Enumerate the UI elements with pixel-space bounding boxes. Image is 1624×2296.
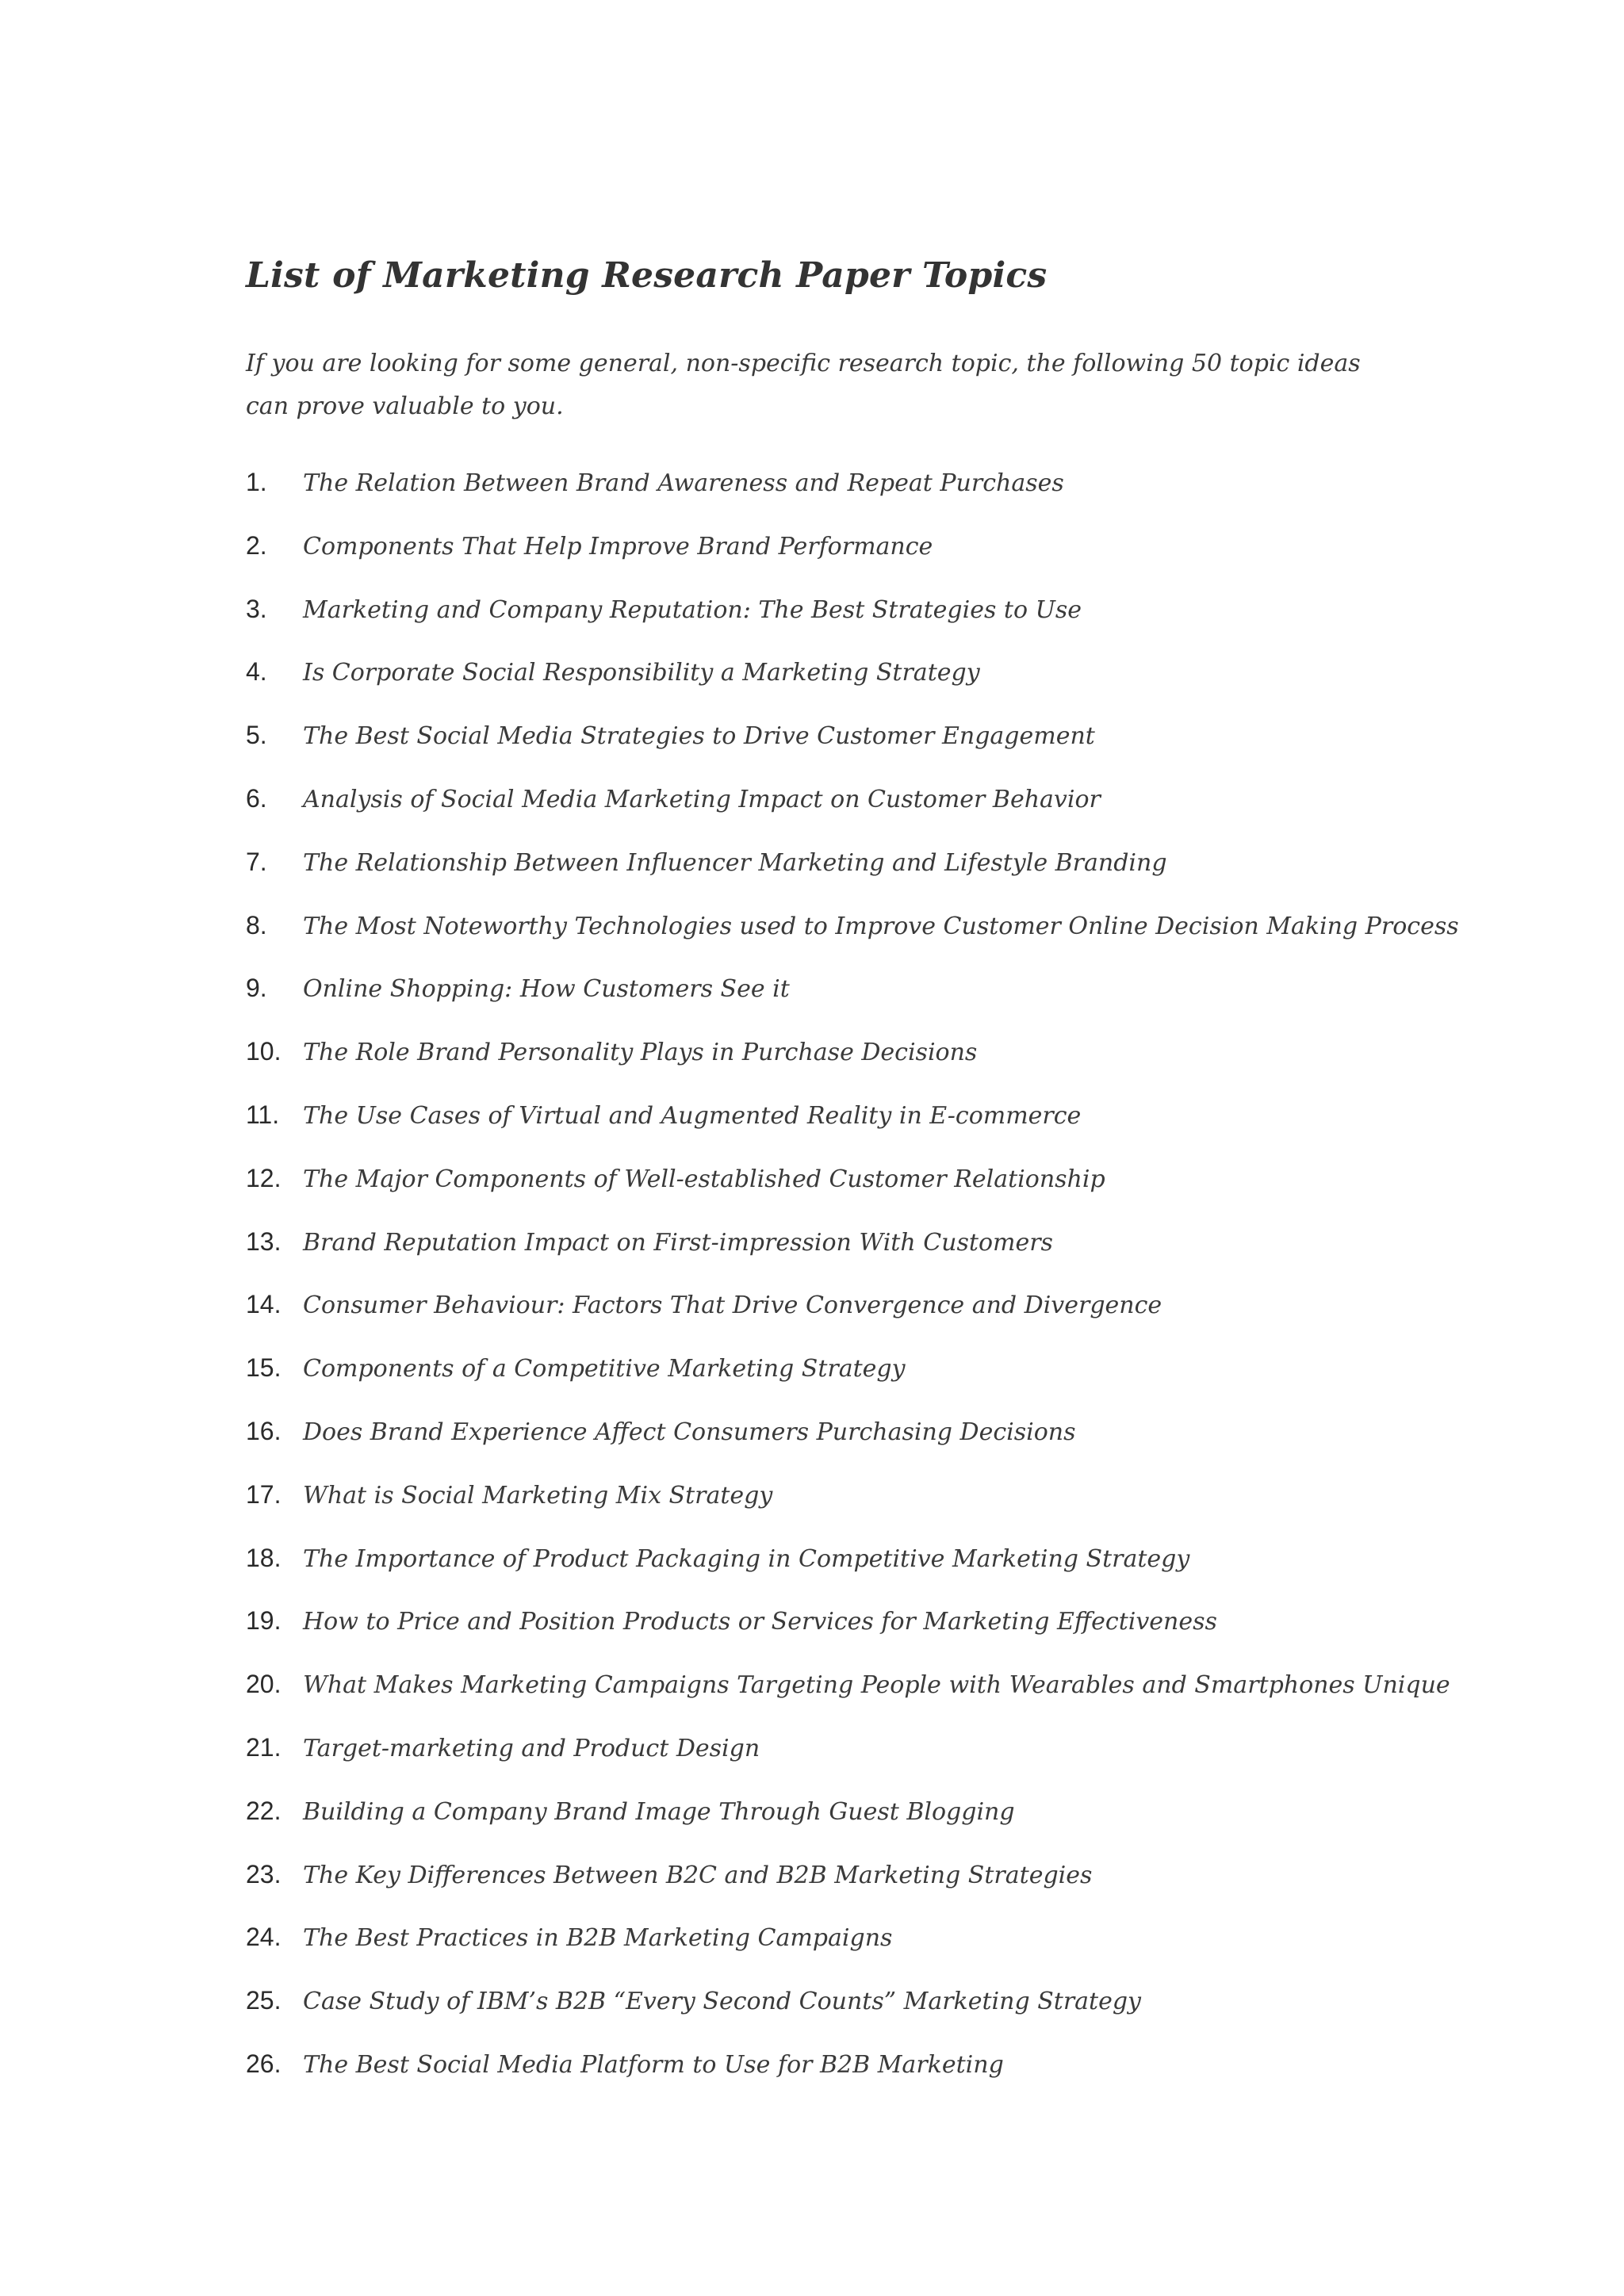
topic-text: What Makes Marketing Campaigns Targeting People with Wearables and Smartphones Unique — [303, 1671, 1450, 1700]
topic-text: Case Study of IBM’s B2B “Every Second Counts” Marketing Strategy — [303, 1988, 1142, 2016]
topic-text: The Most Noteworthy Technologies used to Improve Customer Online Decision Making Process — [303, 912, 1459, 940]
list-item — [246, 468, 1459, 531]
topic-number: 9. — [246, 974, 267, 1003]
topic-number: 17. — [246, 1479, 282, 1509]
list-item — [246, 848, 1459, 911]
list-item — [246, 1797, 1459, 1860]
list-item — [246, 784, 1459, 848]
topic-text: The Importance of Product Packaging in Competitive Marketing Strategy — [303, 1544, 1190, 1573]
topic-number: 8. — [246, 910, 267, 939]
topic-text: How to Price and Position Products or Services for Marketing Effectiveness — [303, 1608, 1217, 1636]
intro-paragraph: If you are looking for some general, non-specific research topic, the following 50 topic ideas can prove valuable to you. — [246, 350, 1361, 420]
list-item — [246, 1290, 1459, 1353]
list-item — [246, 531, 1459, 595]
topic-number: 16. — [246, 1416, 282, 1445]
topic-text: Components of a Competitive Marketing Strategy — [303, 1355, 906, 1383]
topic-number: 26. — [246, 2049, 282, 2078]
topic-text: The Key Differences Between B2C and B2B Marketing Strategies — [303, 1861, 1093, 1889]
list-item — [246, 657, 1459, 721]
topic-text: The Best Social Media Platform to Use for B2B Marketing — [303, 2050, 1004, 2079]
topic-number: 21. — [246, 1732, 282, 1762]
list-item — [246, 1100, 1459, 1164]
topic-number: 25. — [246, 1986, 282, 2015]
topic-text: Online Shopping: How Customers See it — [303, 975, 790, 1004]
topic-text: Analysis of Social Media Marketing Impact on Customer Behavior — [303, 785, 1101, 813]
topic-text: The Best Practices in B2B Marketing Campaigns — [303, 1924, 893, 1953]
list-item — [246, 595, 1459, 658]
topic-list — [246, 468, 1459, 2113]
list-item — [246, 2049, 1459, 2113]
topic-number: 1. — [246, 468, 267, 496]
topic-number: 3. — [246, 594, 267, 623]
topic-text: The Role Brand Personality Plays in Purchase Decisions — [303, 1039, 978, 1067]
list-item — [246, 1227, 1459, 1291]
topic-text: Does Brand Experience Affect Consumers Purchasing Decisions — [303, 1418, 1076, 1446]
topic-number: 6. — [246, 783, 267, 813]
topic-text: The Relation Between Brand Awareness and Repeat Purchases — [303, 469, 1064, 497]
topic-number: 10. — [246, 1037, 282, 1066]
topic-text: Brand Reputation Impact on First-impression With Customers — [303, 1228, 1053, 1257]
topic-number: 24. — [246, 1923, 282, 1952]
list-item — [246, 1417, 1459, 1480]
topic-text: Is Corporate Social Responsibility a Marketing Strategy — [303, 659, 980, 687]
list-item — [246, 1164, 1459, 1227]
topic-text: The Relationship Between Influencer Marketing and Lifestyle Branding — [303, 848, 1167, 877]
page-title: List of Marketing Research Paper Topics — [246, 255, 1048, 296]
list-item — [246, 721, 1459, 784]
topic-number: 7. — [246, 847, 267, 876]
topic-text: The Best Social Media Strategies to Drive Customer Engagement — [303, 722, 1095, 751]
topic-number: 5. — [246, 721, 267, 750]
topic-number: 14. — [246, 1290, 282, 1319]
topic-number: 18. — [246, 1543, 282, 1572]
topic-number: 19. — [246, 1606, 282, 1636]
topic-text: The Use Cases of Virtual and Augmented Reality in E-commerce — [303, 1101, 1082, 1130]
topic-text: Target-marketing and Product Design — [303, 1734, 760, 1762]
list-item — [246, 1670, 1459, 1733]
topic-text: Components That Help Improve Brand Performance — [303, 532, 933, 561]
list-item — [246, 1860, 1459, 1923]
list-item — [246, 1606, 1459, 1670]
list-item — [246, 1353, 1459, 1417]
topic-number: 12. — [246, 1163, 282, 1192]
topic-number: 2. — [246, 530, 267, 560]
topic-number: 20. — [246, 1670, 282, 1699]
list-item — [246, 1544, 1459, 1607]
topic-number: 23. — [246, 1859, 282, 1888]
topic-text: Marketing and Company Reputation: The Best Strategies to Use — [303, 595, 1082, 624]
list-item — [246, 1986, 1459, 2049]
list-item — [246, 1923, 1459, 1986]
topic-text: Building a Company Brand Image Through Guest Blogging — [303, 1797, 1015, 1826]
topic-number: 22. — [246, 1796, 282, 1825]
list-item — [246, 911, 1459, 974]
topic-number: 15. — [246, 1353, 282, 1383]
topic-number: 13. — [246, 1226, 282, 1256]
list-item — [246, 1480, 1459, 1544]
list-item — [246, 1733, 1459, 1797]
topic-number: 11. — [246, 1100, 280, 1129]
list-item — [246, 1037, 1459, 1100]
topic-text: The Major Components of Well-established Customer Relationship — [303, 1165, 1105, 1193]
list-item — [246, 974, 1459, 1037]
topic-text: What is Social Marketing Mix Strategy — [303, 1481, 773, 1510]
topic-number: 4. — [246, 657, 267, 687]
topic-text: Consumer Behaviour: Factors That Drive Convergence and Divergence — [303, 1292, 1162, 1320]
